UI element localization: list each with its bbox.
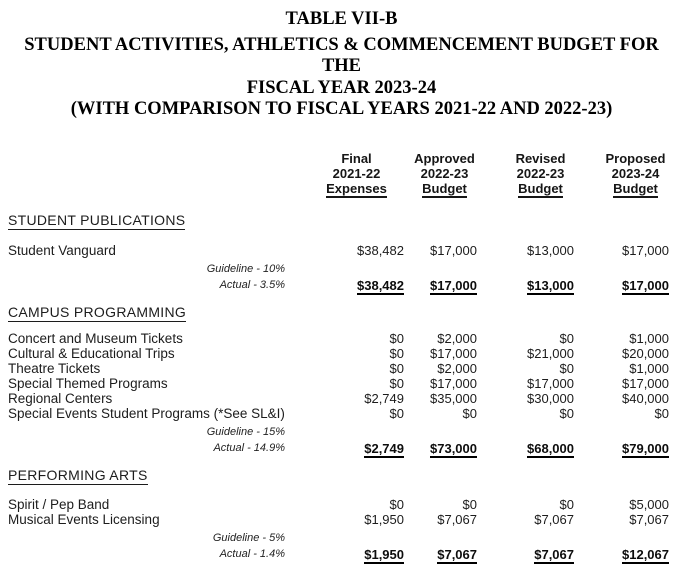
column-header-underlined: Expenses — [326, 180, 387, 196]
total-value: $7,067 — [437, 546, 477, 562]
cell-value: $38,482 — [357, 242, 404, 258]
cell-value: $30,000 — [527, 390, 574, 406]
cell-value: $0 — [462, 405, 477, 421]
column-header-line — [309, 181, 404, 198]
actual-totals-row — [8, 441, 683, 458]
total-cell — [404, 547, 477, 564]
table-row — [8, 346, 683, 361]
section-heading — [8, 213, 683, 230]
column-header-revised-2022-23-budget — [477, 151, 574, 198]
title-line-fiscal-year: FISCAL YEAR 2023-24 — [246, 77, 437, 98]
actual-label: Actual - 1.4% — [219, 547, 285, 560]
document-title — [8, 9, 683, 121]
cell-value: $1,950 — [364, 511, 404, 527]
row-label: Cultural & Educational Trips — [8, 345, 175, 361]
cell-value: $17,000 — [430, 345, 477, 361]
cell-value: $17,000 — [430, 375, 477, 391]
empty-cell — [309, 426, 404, 439]
cell-value: $1,000 — [629, 360, 669, 376]
cell-value: $0 — [559, 330, 574, 346]
title-line-subject: STUDENT ACTIVITIES, ATHLETICS & COMMENCEMENT BUDGET FOR THE — [24, 34, 659, 76]
column-header-line: Revised — [515, 150, 566, 166]
table-row — [8, 243, 683, 258]
total-value: $7,067 — [534, 546, 574, 562]
cell-value: $0 — [389, 375, 404, 391]
section-heading-text: STUDENT PUBLICATIONS — [8, 211, 186, 228]
actual-totals-row — [8, 547, 683, 564]
row-label: Spirit / Pep Band — [8, 496, 110, 512]
total-value: $12,067 — [622, 546, 669, 562]
empty-cell — [404, 263, 477, 276]
total-cell — [477, 278, 574, 295]
column-header-final-2021-22-expenses — [309, 151, 404, 198]
guideline-row — [8, 263, 683, 276]
section-performing-arts — [8, 468, 683, 564]
row-label: Regional Centers — [8, 390, 113, 406]
empty-cell — [309, 263, 404, 276]
section-campus-programming — [8, 305, 683, 458]
cell-value: $13,000 — [527, 242, 574, 258]
column-header-line — [602, 181, 669, 198]
cell-value: $35,000 — [430, 390, 477, 406]
section-heading — [8, 305, 683, 322]
table-row — [8, 391, 683, 406]
guideline-row — [8, 532, 683, 545]
column-headers-row — [8, 151, 683, 198]
total-value: $17,000 — [430, 277, 477, 293]
guideline-label: Guideline - 5% — [212, 531, 285, 544]
total-cell — [574, 441, 669, 458]
cell-value: $17,000 — [430, 242, 477, 258]
guideline-label: Guideline - 10% — [206, 262, 285, 275]
column-header-line — [507, 181, 574, 198]
total-value: $73,000 — [430, 440, 477, 456]
empty-cell — [477, 426, 574, 439]
total-value: $13,000 — [527, 277, 574, 293]
cell-value: $2,749 — [364, 390, 404, 406]
cell-value: $1,000 — [629, 330, 669, 346]
row-label: Special Events Student Programs (*See SL&I) — [8, 405, 285, 421]
actual-totals-row — [8, 278, 683, 295]
total-value: $17,000 — [622, 277, 669, 293]
total-cell — [477, 441, 574, 458]
column-header-line — [412, 181, 477, 198]
cell-value: $21,000 — [527, 345, 574, 361]
column-header-line: Proposed — [605, 150, 666, 166]
cell-value: $17,000 — [622, 375, 669, 391]
actual-label: Actual - 14.9% — [213, 441, 285, 454]
total-value: $2,749 — [364, 440, 404, 456]
section-heading-text: CAMPUS PROGRAMMING — [8, 303, 187, 320]
table-row — [8, 376, 683, 391]
guideline-row — [8, 426, 683, 439]
guideline-label: Guideline - 15% — [206, 425, 285, 438]
cell-value: $2,000 — [437, 330, 477, 346]
cell-value: $0 — [559, 360, 574, 376]
cell-value: $0 — [389, 496, 404, 512]
empty-cell — [309, 532, 404, 545]
section-rows — [8, 331, 683, 421]
cell-value: $0 — [389, 360, 404, 376]
column-header-approved-2022-23-budget — [404, 151, 477, 198]
cell-value: $0 — [389, 330, 404, 346]
empty-cell — [574, 532, 669, 545]
column-header-line: 2023-24 — [611, 165, 660, 181]
table-row — [8, 361, 683, 376]
row-label: Theatre Tickets — [8, 360, 101, 376]
total-cell — [574, 547, 669, 564]
column-header-underlined: Budget — [518, 180, 563, 196]
total-value: $68,000 — [527, 440, 574, 456]
empty-cell — [574, 426, 669, 439]
section-heading-text: PERFORMING ARTS — [8, 466, 148, 483]
section-rows — [8, 243, 683, 258]
row-label: Concert and Museum Tickets — [8, 330, 183, 346]
total-cell — [477, 547, 574, 564]
cell-value: $0 — [389, 345, 404, 361]
cell-value: $17,000 — [527, 375, 574, 391]
column-header-line: 2022-23 — [516, 165, 565, 181]
section-rows — [8, 497, 683, 527]
table-row — [8, 512, 683, 527]
column-header-line: Final — [341, 150, 372, 166]
total-value: $38,482 — [357, 277, 404, 293]
row-label: Special Themed Programs — [8, 375, 168, 391]
total-value: $79,000 — [622, 440, 669, 456]
total-cell — [574, 278, 669, 295]
total-cell — [404, 278, 477, 295]
table-row — [8, 497, 683, 512]
row-label: Student Vanguard — [8, 242, 116, 258]
table-number: TABLE VII-B — [285, 9, 398, 29]
cell-value: $7,067 — [534, 511, 574, 527]
column-header-line: Approved — [414, 150, 475, 166]
empty-cell — [404, 532, 477, 545]
cell-value: $20,000 — [622, 345, 669, 361]
cell-value: $5,000 — [629, 496, 669, 512]
column-header-underlined: Budget — [613, 180, 658, 196]
column-header-underlined: Budget — [422, 180, 467, 196]
empty-cell — [477, 263, 574, 276]
cell-value: $17,000 — [622, 242, 669, 258]
column-header-line: 2022-23 — [420, 165, 469, 181]
total-cell — [309, 441, 404, 458]
cell-value: $7,067 — [629, 511, 669, 527]
cell-value: $2,000 — [437, 360, 477, 376]
total-cell — [309, 278, 404, 295]
section-heading — [8, 468, 683, 485]
cell-value: $7,067 — [437, 511, 477, 527]
empty-cell — [477, 532, 574, 545]
column-header-proposed-2023-24-budget — [574, 151, 669, 198]
total-cell — [404, 441, 477, 458]
total-value: $1,950 — [364, 546, 404, 562]
total-cell — [309, 547, 404, 564]
table-row — [8, 331, 683, 346]
cell-value: $0 — [559, 405, 574, 421]
title-line-comparison: (WITH COMPARISON TO FISCAL YEARS 2021-22 AND 2022-23) — [70, 99, 613, 119]
empty-cell — [8, 151, 309, 198]
cell-value: $0 — [559, 496, 574, 512]
cell-value: $0 — [389, 405, 404, 421]
empty-cell — [404, 426, 477, 439]
empty-cell — [574, 263, 669, 276]
table-row — [8, 406, 683, 421]
section-student-publications — [8, 213, 683, 295]
cell-value: $0 — [654, 405, 669, 421]
actual-label: Actual - 3.5% — [219, 278, 285, 291]
row-label: Musical Events Licensing — [8, 511, 160, 527]
cell-value: $40,000 — [622, 390, 669, 406]
cell-value: $0 — [462, 496, 477, 512]
column-header-line: 2021-22 — [332, 165, 381, 181]
